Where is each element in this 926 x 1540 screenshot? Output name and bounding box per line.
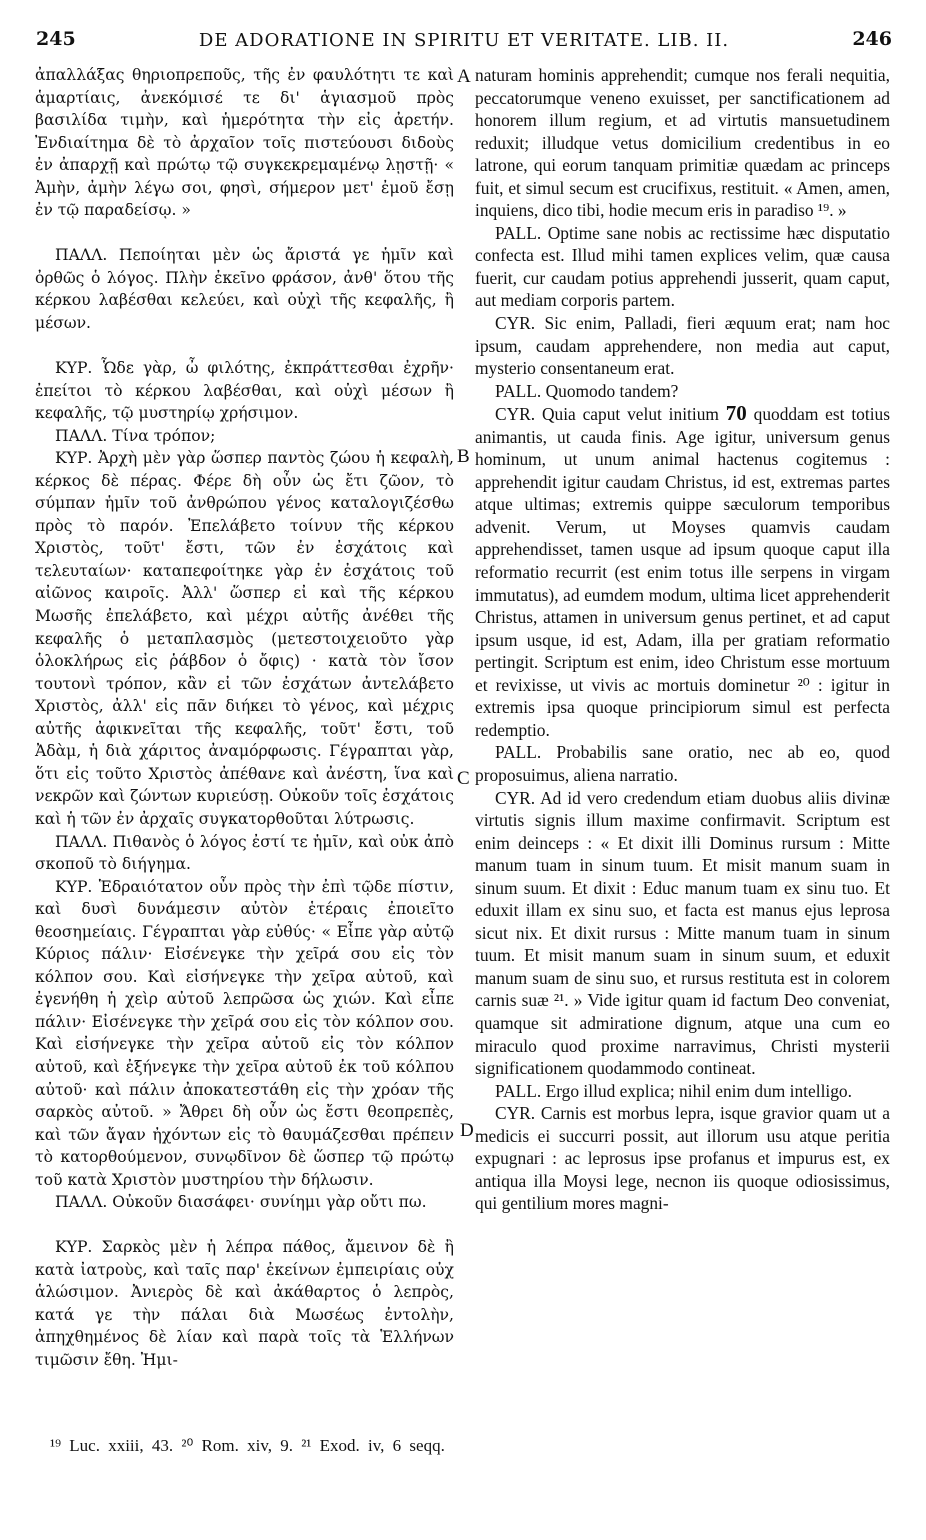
latin-text: quoddam est totius animantis, ut cauda finis. Age igitur, universum genus hominum, ut unum animal hactenus cogitemus : apprehendit igitur caudam Christus, id est, extremas partes atque ultimas; extremis quippe sæculorum temporibus advenit. Verum, ut Moyses quamvis caudam apprehendisset, tamen usque ad ipsum quoque caput illa reformatio recurrit (est enim totus ille serpens in virgam immutatus), ad eumdem modum, ultima licet apprehenderit Christus, attamen in universum genus pertinet, et ad caput ipsum usque, id est, Adam, illa per gratiam reformatio pertingit. Scriptum est enim, ideo Christum esse mortuum et revixisse, ut vivis ac mortuis dominetur ²⁰ : igitur in extremis ipsa quoque principiorum simul est perfecta redemptio. <box>475 404 890 740</box>
marginal-number: 70 <box>725 401 747 426</box>
greek-paragraph: ΚΥΡ. Ἀρχὴ μὲν γὰρ ὥσπερ παντὸς ζώου ἡ κεφαλὴ, κέρκος δὲ πέρας. Φέρε δὴ οὖν ὡς ἔτι ζῶον, τὸ σύμπαν ἡμῖν τοῦ ἀνθρώπου γένος καταλογιζέσθω πρὸς τὸ παρόν. Ἐπελάβετο τοίνυν τῆς κέρκου Χριστὸς, τοῦτ' ἔστι, τῶν ἐν ἐσχάτοις καὶ τελευταίων· καταπεφοίτηκε γὰρ ἐν ἐσχάτοις τοῦ αἰῶνος καιροῖς. Ἀλλ' ὥσπερ εἰ καὶ τῆς κέρκου Μωσῆς ἐπελάβετο, καὶ μέχρι αὐτῆς ἀνέθει τῆς κεφαλῆς ὁ μεταπλασμὸς (μετεστοιχειοῦτο γὰρ ὁλοκλήρως εἰς ῥάβδον ὁ ὄφις) · κατὰ τὸν ἴσον τουτονὶ τρόπον, κἂν εἰ τῶν ἐσχάτων ἀντελάβετο Χριστὸς, ἀλλ' εἰς πᾶν διήκει τὸ γένος, καὶ μέχρις αὐτῆς ἀφικνεῖται τῆς κεφαλῆς, τοῦτ' ἔστι, τοῦ Ἀδὰμ, ἡ διὰ χάριτος ἀναμόρφωσις. Γέγραπται γὰρ, ὅτι εἰς τοῦτο Χριστὸς ἀπέθανε καὶ ἀνέστη, ἵνα καὶ νεκρῶν καὶ ζώντων κυριεύσῃ. Οὐκοῦν τοῖς ἐσχάτοις καὶ ἡ τῶν ἐν ἀρχαῖς συγκατορθοῦται λύτρωσις. <box>35 449 454 828</box>
latin-paragraph: PALL. Optime sane nobis ac rectissime hæc disputatio confecta est. Illud mihi tamen explices velim, quæ causa fuerit, cur caudam potius apprehendi jusserit, quam caput, aut mediam corporis partem. <box>475 222 890 311</box>
greek-paragraph: ΚΥΡ. Ἑδραιότατον οὖν πρὸς τὴν ἐπὶ τῷδε πίστιν, καὶ δυσὶ δυνάμεσιν αὐτὸν ἑτέραις ἐποιεῖτο θεοσημείαις. Γέγραπται γὰρ εὐθύς· « Εἶπε γὰρ αὐτῷ Κύριος πάλιν· Εἰσένεγκε τὴν χεῖρά σου εἰς τὸν κόλπον σου. Καὶ εἰσήνεγκε τὴν χεῖρα αὐτοῦ, καὶ ἐγενήθη ἡ χεὶρ αὐτοῦ λεπρῶσα ὡς χιών. Καὶ εἶπε πάλιν· Εἰσένεγκε τὴν χεῖρά σου εἰς τὸν κόλπον σου. Καὶ εἰσήνεγκε τὴν χεῖρα αὐτοῦ εἰς τὸν κόλπον αὐτοῦ, καὶ ἐξήνεγκε τὴν χεῖρα αὐτοῦ ἐκ τοῦ κόλπου αὐτοῦ· καὶ πάλιν ἀποκατεστάθη εἰς τὴν χρόαν τῆς σαρκὸς αὐτοῦ. » Ἄθρει δὴ οὖν ὡς ἔστι θεοπρεπὲς, καὶ τῶν ἄγαν ἠχόντων εἰς τὸ θαυμάζεσθαι πρέπειν τὸ κατορθούμενον, συνῳδῖνον δὲ ὥσπερ τῷ πρώτῳ τοῦ κατὰ Χριστὸν μυστηρίου τὴν δήλωσιν. <box>35 877 454 1189</box>
margin-letter-a: A <box>457 66 471 87</box>
latin-paragraph: CYR. Carnis est morbus lepra, isque gravior quam ut a medicis ei succurri possit, aut illorum usu atque peritia expugnari : ac leprosus ipse profanus et impurus est, ex antiqua illa Moysi lege, necnon iis quoque odiosissimus, qui gentilium mores magni- <box>475 1103 890 1214</box>
running-title: DE ADORATIONE IN SPIRITU ET VERITATE. LIB. II. <box>198 30 730 51</box>
greek-paragraph: ἀπαλλάξας θηριοπρεποῦς, τῆς ἐν φαυλότητι τε καὶ ἁμαρτίαις, ἀνεκόμισέ τε δι' ἁγιασμοῦ πρὸς βασιλίδα τιμὴν, καὶ ἡμερότητα τὴν εἰς ἀρετήν. Ἐνδιαίτημα δὲ τὸ ἀρχαῖον τοῖς πιστεύουσι διδοὺς ἐν ἀπαρχῇ καὶ πρώτῳ τῷ συγκεκρεμαμένῳ λῃστῇ· « Ἀμὴν, ἀμὴν λέγω σοι, φησὶ, σήμερον μετ' ἐμοῦ ἔσῃ ἐν τῷ παραδείσῳ. » <box>35 66 454 220</box>
footnotes: ¹⁹ Luc. xxiii, 43. ²⁰ Rom. xiv, 9. ²¹ Exod. iv, 6 seqq. <box>50 1436 445 1455</box>
margin-letter-b: B <box>457 446 470 467</box>
latin-paragraph: naturam hominis apprehendit; cumque nos ferali nequitia, peccatorumque veneno exuisset, per sanctificationem ad honorem illum regium, et ad virtutis mansuetudinem reduxit; illudque vetus domicilium credentibus in eo latrone, qui eorum tanquam primitiæ quædam ac princeps fuit, et simul secum est crucifixus, restituit. « Amen, amen, inquiens, dico tibi, hodie mecum eris in paradiso ¹⁹. » <box>475 65 890 221</box>
greek-paragraph: ΠΑΛΛ. Πεποίηται μὲν ὡς ἄριστά γε ἡμῖν καὶ ὀρθῶς ὁ λόγος. Πλὴν ἐκεῖνο φράσον, ἀνθ' ὅτου τῆς κέρκου λαβέσθαι κελεύει, καὶ οὐχὶ τῆς κεφαλῆς, ἢ μέσων. <box>35 246 454 332</box>
latin-paragraph <box>475 402 890 741</box>
latin-paragraph: CYR. Ad id vero credendum etiam duobus aliis divinæ virtutis signis illum maxime confirmavit. Scriptum est enim deinceps : « Et dixit illi Dominus rursum : Mitte manum tuam in sinum tuum. Et misit manum suam in sinum suum. Et dixit : Educ manum tuam ex sinu tuo. Et eduxit illam ex sinu suo, et facta est manus ejus leprosa sicut nix. Et dixit rursus : Mitte manum tuam in sinum tuum. Et misit manum suam in sinum suum, et eduxit manum suam de sinu suo, et rursus restituta est in colorem carnis suæ ²¹. » Vide igitur quam id factum Deo conveniat, quamque sit admiratione dignum, atque una cum eo miraculo quod proxime narravimus, Christi mysterii significationem quodammodo contineat. <box>475 787 890 1079</box>
latin-text: CYR. Quia caput velut initium <box>495 404 719 425</box>
greek-paragraph: ΠΑΛΛ. Πιθανὸς ὁ λόγος ἐστί τε ἡμῖν, καὶ οὐκ ἀπὸ σκοποῦ τὸ διήγημα. <box>35 832 454 874</box>
page-number-right: 246 <box>852 28 892 50</box>
greek-paragraph: ΠΑΛΛ. Οὐκοῦν διασάφει· συνίημι γὰρ οὔτι πω. <box>55 1193 427 1212</box>
greek-column <box>35 64 454 1372</box>
latin-column <box>475 64 890 1215</box>
latin-paragraph: CYR. Sic enim, Palladi, fieri æquum erat; nam hoc ipsum, caudam apprehendere, non media aut caput, mysterio consentaneum erat. <box>475 313 890 379</box>
page-number-left: 245 <box>36 28 76 50</box>
latin-paragraph: PALL. Quomodo tandem? <box>495 380 679 401</box>
latin-paragraph: PALL. Probabilis sane oratio, nec ab eo, quod proposuimus, aliena narratio. <box>475 742 890 785</box>
greek-paragraph: ΠΑΛΛ. Τίνα τρόπον; <box>55 426 216 445</box>
latin-paragraph: PALL. Ergo illud explica; nihil enim dum intelligo. <box>495 1080 852 1101</box>
margin-letter-d: D <box>460 1120 474 1141</box>
greek-paragraph: ΚΥΡ. Σαρκὸς μὲν ἡ λέπρα πάθος, ἄμεινον δὲ ἢ κατὰ ἰατροὺς, καὶ ταῖς παρ' ἐκείνων ἐμπειρίαις οὐχ ἁλώσιμον. Ἀνιερὸς δὲ καὶ ἀκάθαρτος ὁ λεπρὸς, κατά γε τὴν πάλαι διὰ Μωσέως ἐντολὴν, ἀπηχθημένος δὲ λίαν καὶ παρὰ τοῖς τὰ Ἑλλήνων τιμῶσιν ἔθη. Ἠμι- <box>35 1238 454 1370</box>
page-header <box>36 28 892 56</box>
greek-paragraph: ΚΥΡ. Ὧδε γὰρ, ὦ φιλότης, ἐκπράττεσθαι ἐχρῆν· ἐπείτοι τὸ κέρκου λαβέσθαι, καὶ οὐχὶ μέσων ἢ κεφαλῆς, τῷ μυστηρίῳ χρήσιμον. <box>35 359 454 423</box>
margin-letter-c: C <box>457 768 470 789</box>
